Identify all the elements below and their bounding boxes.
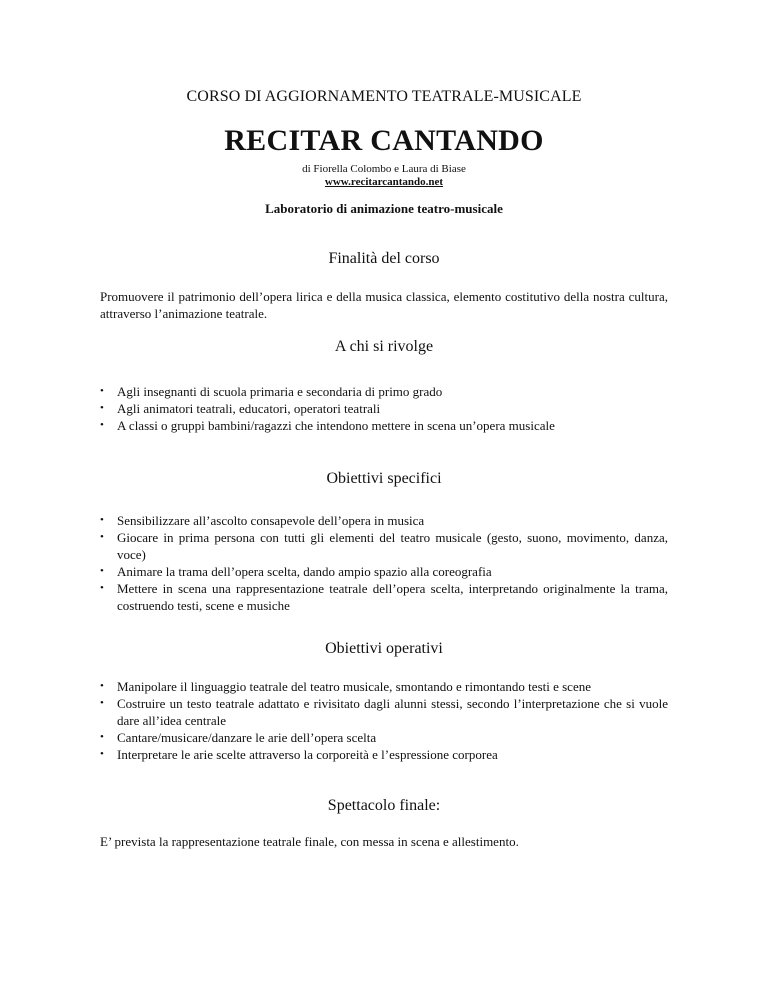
list-item: • Sensibilizzare all’ascolto consapevole dell’opera in musica <box>100 513 425 528</box>
heading-obiettivi-specifici: Obiettivi specifici <box>326 470 442 487</box>
bullet-icon: • <box>100 402 104 414</box>
list-item: • Costruire un testo teatrale adattato e rivisitato dagli alunni stessi, secondo l’interpretazione che si vuole dare all’idea centrale <box>100 696 668 728</box>
paragraph-spettacolo-finale: E’ prevista la rappresentazione teatrale finale, con messa in scena e allestimento. <box>100 834 519 849</box>
list-destinatari <box>100 383 668 434</box>
heading-spettacolo-finale: Spettacolo finale: <box>327 797 441 814</box>
website-link[interactable]: www.recitarcantando.net <box>324 176 444 188</box>
list-obiettivi-specifici <box>100 512 668 614</box>
bullet-icon: • <box>100 385 104 397</box>
heading-obiettivi-operativi: Obiettivi operativi <box>325 640 443 657</box>
bullet-icon: • <box>100 748 104 760</box>
bullet-icon: • <box>100 531 104 543</box>
list-item: • Interpretare le arie scelte attraverso la corporeità e l’espressione corporea <box>100 747 498 762</box>
bullet-icon: • <box>100 419 104 431</box>
list-item: • Cantare/musicare/danzare le arie dell’opera scelta <box>100 730 377 745</box>
bullet-icon: • <box>100 697 104 709</box>
list-item: • A classi o gruppi bambini/ragazzi che intendono mettere in scena un’opera musicale <box>100 418 555 433</box>
heading-finalita: Finalità del corso <box>328 250 440 267</box>
list-item: • Mettere in scena una rappresentazione teatrale dell’opera scelta, interpretando originalmente la trama, costruendo testi, scene e musiche <box>100 581 668 613</box>
course-label: CORSO DI AGGIORNAMENTO TEATRALE-MUSICALE <box>186 88 582 105</box>
authors-line: di Fiorella Colombo e Laura di Biase <box>302 163 466 175</box>
bullet-icon: • <box>100 582 104 594</box>
website-line <box>100 176 668 188</box>
list-item: • Manipolare il linguaggio teatrale del teatro musicale, smontando e rimontando testi e scene <box>100 679 591 694</box>
heading-destinatari: A chi si rivolge <box>334 338 434 355</box>
bullet-icon: • <box>100 565 104 577</box>
list-item: • Agli animatori teatrali, educatori, operatori teatrali <box>100 401 381 416</box>
list-item: • Giocare in prima persona con tutti gli elementi del teatro musicale (gesto, suono, movimento, danza, voce) <box>100 530 668 562</box>
document-subtitle: Laboratorio di animazione teatro-musicale <box>265 201 503 216</box>
bullet-icon: • <box>100 514 104 526</box>
list-item: • Animare la trama dell’opera scelta, dando ampio spazio alla coreografia <box>100 564 492 579</box>
list-item: • Agli insegnanti di scuola primaria e secondaria di primo grado <box>100 384 443 399</box>
paragraph-finalita: Promuovere il patrimonio dell’opera lirica e della musica classica, elemento costitutivo della nostra cultura, attraverso l’animazione teatrale. <box>100 289 668 321</box>
document-title: RECITAR CANTANDO <box>224 124 544 157</box>
bullet-icon: • <box>100 680 104 692</box>
list-obiettivi-operativi <box>100 678 668 763</box>
bullet-icon: • <box>100 731 104 743</box>
